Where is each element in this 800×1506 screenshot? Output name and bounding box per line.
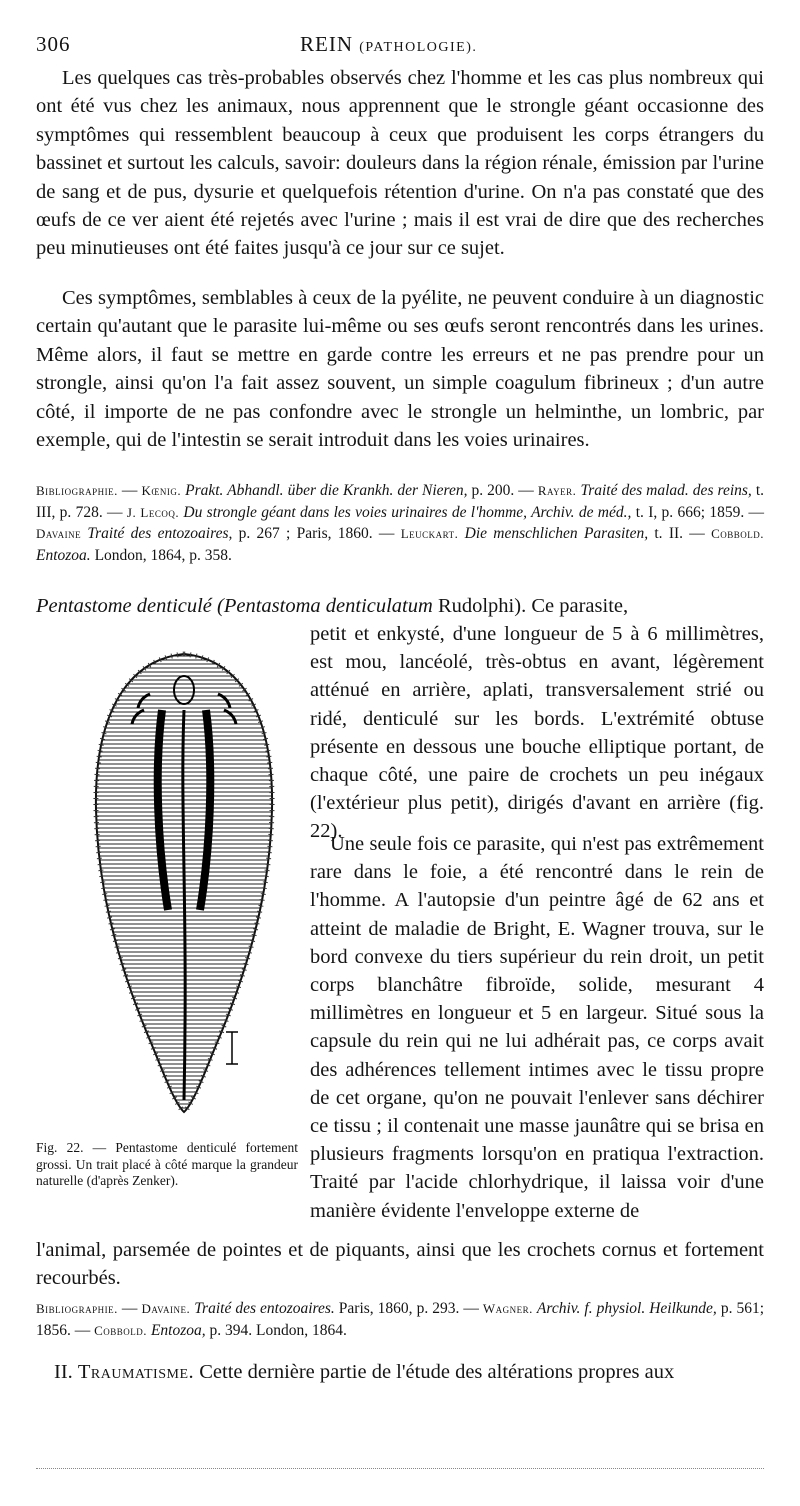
figure-caption: [36, 1140, 298, 1190]
section-2-heading: [54, 1358, 764, 1386]
pentastome-figure: [84, 650, 284, 1120]
biblio-title: Archiv. f. physiol. Heilkunde,: [536, 1300, 717, 1317]
biblio-ref: t. II. —: [654, 525, 705, 542]
biblio-title: Traité des malad. des reins,: [580, 482, 752, 499]
biblio-ref: London, 1864, p. 358.: [94, 546, 232, 564]
biblio-ref: t. III, p. 728. —: [36, 482, 764, 521]
page-number: 306: [36, 32, 71, 56]
biblio-ref: p. 200. —: [471, 482, 534, 499]
biblio-ref: Paris, 1860, p. 293. —: [338, 1300, 479, 1317]
bibliography-1: Bibliographie. — Kœnig. Prakt. Abhandl. über die Krankh. der Nieren, p. 200. — Rayer. Traité des malad. des reins, t. III, p. 728. — J. Lecoq. Du strongle géant dans les voies urinaires de l'homme, Archiv. de méd., t. I, p. 666; 1859. — Davaine Traité des entozoaires, p. 267 ; Paris, 1860. — Leuckart. Die menschlichen Parasiten, t. II. — Cobbold. Entozoa. London, 1864, p. 358.: [36, 482, 765, 564]
paragraph-1: Les quelques cas très-probables observés chez l'homme et les cas plus nombreux qui ont été vus chez les animaux, nous apprennent que le strongle géant occasionne des symptômes qui ressemblent beaucoup à ceux que produisent les corps étrangers du bassinet et surtout les calculs, savoir: douleurs dans la région rénale, émission par l'urine de sang et de pus, dysurie et quelquefois rétention d'urine. On n'a pas constaté que des œufs de ce ver aient été rejetés avec l'urine ; mais il est vrai de dire que des recherches peu minutieuses ont été faites jusqu'à ce jour sur ce sujet.: [36, 67, 764, 260]
biblio-title: Prakt. Abhandl. über die Krankh. der Nieren,: [185, 482, 468, 499]
section-heading-line: [36, 592, 764, 620]
section-2-number: II.: [54, 1361, 73, 1383]
running-subtitle: (PATHOLOGIE).: [359, 40, 478, 55]
footer-rule: [36, 1468, 764, 1469]
section-author: Rudolphi).: [437, 595, 527, 617]
biblio-title: Traité des entozoaires.: [194, 1300, 335, 1317]
biblio-label: Bibliographie.: [36, 483, 118, 498]
biblio-author: Rayer.: [537, 483, 577, 498]
scale-bar: [222, 1030, 242, 1066]
column-paragraph-1: petit et enkysté, d'une longueur de 5 à 6 millimètres, est mou, lancéolé, très-obtus en avant, légèrement atténué en arrière, aplati, transversalement strié ou ridé, denticulé sur les bords. L'extrémité obtuse présente en dessous une bouche elliptique portant, de chaque côté, une paire de crochets un peu inégaux (l'extérieur plus petit), dirigés d'avant en arrière (fig. 22).: [310, 623, 764, 843]
biblio-ref: p. 561; 1856. —: [36, 1300, 765, 1339]
paragraph-tail: l'animal, parsemée de pointes et de piquants, ainsi que les crochets cornus et fortement recourbés.: [36, 1239, 764, 1290]
column-paragraph-2: Une seule fois ce parasite, qui n'est pas extrêmement rare dans le foie, a été rencontré dans le rein de l'homme. A l'autopsie d'un peintre âgé de 62 ans et atteint de maladie de Bright, E. Wagner trouva, sur le bord convexe du tiers supérieur du rein droit, un petit corps blanchâtre fibroïde, solide, mesurant 4 millimètres en longueur et 5 en largeur. Situé sous la capsule du rein qui ne lui adhérait pas, ce corps avait des adhérences tellement intimes avec le tissu propre de cet organe, qu'on ne pouvait l'enlever sans déchirer ce tissu ; il contenait une masse jaunâtre qui se brisa en plusieurs fragments lorsqu'on en pratiqua l'extraction. Traité par l'acide chlorhydrique, il laissa voir d'une manière évidente l'enveloppe externe de: [310, 833, 764, 1222]
section-title: Pentastome denticulé: [36, 595, 212, 617]
figure-caption-lead: Fig. 22. —: [36, 1140, 107, 1155]
biblio-author: Kœnig.: [141, 483, 182, 498]
pentastome-illustration: [84, 650, 284, 1120]
biblio-author: J. Lecoq.: [126, 504, 180, 520]
biblio-title: Die menschlichen Parasiten,: [464, 525, 649, 542]
section-2-title: Traumatisme.: [77, 1361, 195, 1383]
section-latin-name: (Pentastoma denticulatum: [217, 595, 433, 617]
bibliography-2: Bibliographie. — Davaine. Traité des entozoaires. Paris, 1860, p. 293. — Wagner. Archiv. f. physiol. Heilkunde, p. 561; 1856. — Cobbold. Entozoa, p. 394. London, 1864.: [36, 1300, 765, 1339]
biblio-ref: p. 267 ; Paris, 1860. —: [238, 525, 395, 542]
biblio-title: Du strongle géant dans les voies urinaires de l'homme, Archiv. de méd.,: [183, 503, 632, 521]
section-lead: Ce parasite,: [531, 595, 629, 617]
section-2-text: Cette dernière partie de l'étude des altérations propres aux: [199, 1361, 675, 1383]
biblio-author: Cobbold.: [94, 1322, 148, 1338]
figure-caption-text: Pentastome denticulé fortement grossi. Un trait placé à côté marque la grandeur naturelle (d'après Zenker).: [36, 1140, 298, 1188]
running-header: [300, 32, 477, 57]
biblio-title: Entozoa.: [36, 546, 91, 564]
biblio-ref: p. 394. London, 1864.: [209, 1321, 347, 1339]
biblio-author: Wagner.: [482, 1301, 533, 1316]
biblio-title: Entozoa,: [150, 1321, 206, 1339]
biblio-ref: t. I, p. 666; 1859. —: [635, 503, 765, 521]
biblio-author: Davaine: [36, 526, 82, 541]
running-title: REIN: [300, 32, 353, 56]
biblio-label: Bibliographie.: [36, 1301, 118, 1316]
biblio-author: Cobbold.: [711, 526, 765, 541]
biblio-author: Leuckart.: [400, 526, 459, 541]
biblio-title: Traité des entozoaires,: [87, 525, 233, 542]
paragraph-2: Ces symptômes, semblables à ceux de la pyélite, ne peuvent conduire à un diagnostic certain qu'autant que le parasite lui-même ou ses œufs seront rencontrés dans les urines. Même alors, il faut se mettre en garde contre les erreurs et ne pas prendre pour un strongle, ainsi qu'on l'a fait assez souvent, un simple coagulum fibrineux ; d'un autre côté, il importe de ne pas confondre avec le strongle un helminthe, un lombric, par exemple, qui de l'intestin se serait introduit dans les voies urinaires.: [36, 287, 764, 452]
biblio-author: Davaine.: [141, 1301, 191, 1316]
